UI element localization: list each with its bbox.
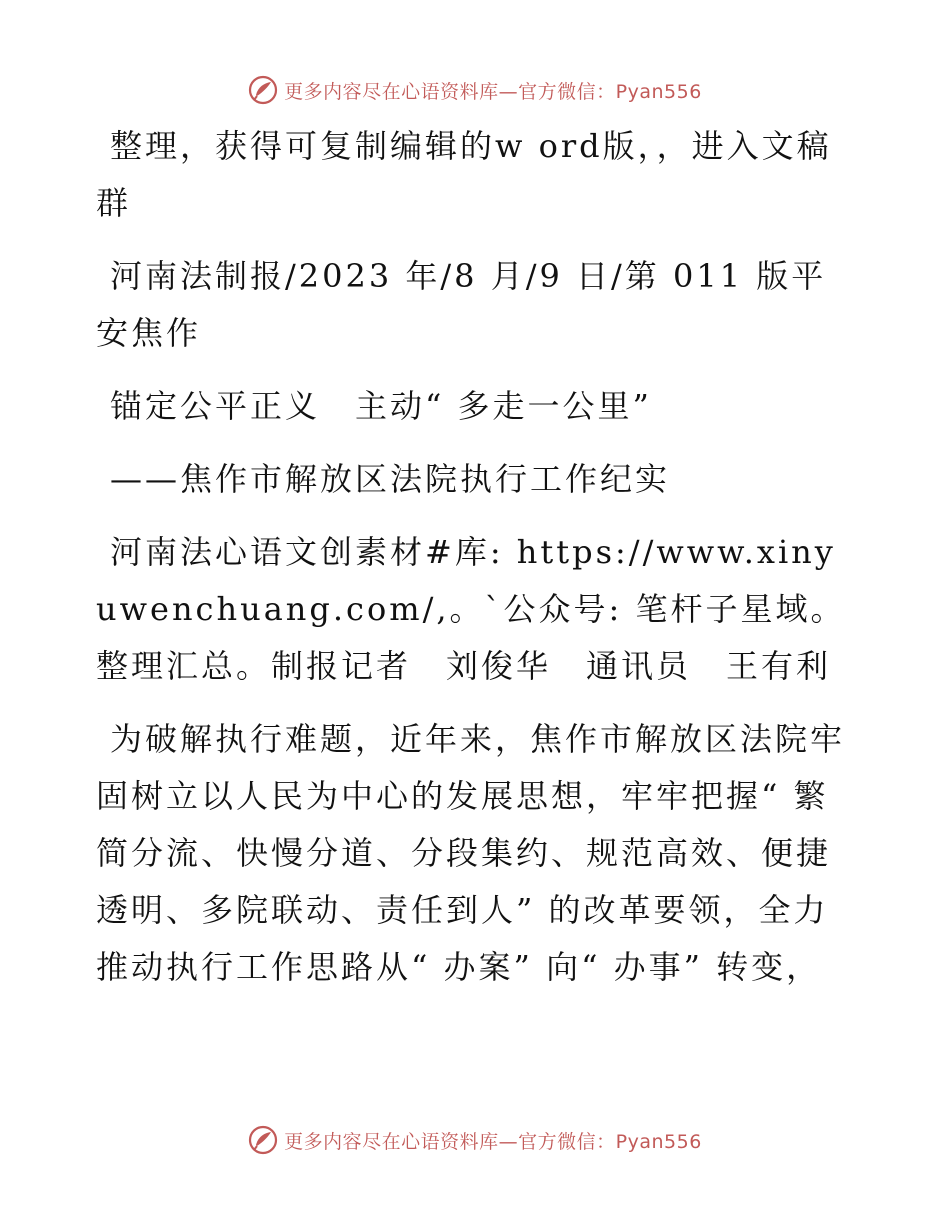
document-body: [96, 118, 856, 1012]
banner-text: [284, 77, 702, 104]
banner-text: [284, 1127, 702, 1154]
header-watermark-banner: [0, 70, 950, 110]
footer-watermark-banner: [0, 1120, 950, 1160]
banner-wechat-text: 官方微信：Pyan556: [518, 1130, 702, 1153]
banner-wechat-text: 官方微信：Pyan556: [518, 80, 702, 103]
paragraph-intro-note: 整理，获得可复制编辑的w ord版，，进入文稿群: [96, 127, 832, 222]
library-logo-icon: [248, 75, 278, 105]
banner-main-text: 更多内容尽在心语资料库: [284, 80, 499, 103]
banner-main-text: 更多内容尽在心语资料库: [284, 1130, 499, 1153]
paragraph-byline: 河南法心语文创素材#库: https://www.xinyuwenchuang.com/,。`公众号: 笔杆子星域。整理汇总。制报记者 刘俊华 通讯员 王有利: [96, 533, 846, 685]
paragraph-body: 为破解执行难题，近年来，焦作市解放区法院牢固树立以人民为中心的发展思想，牢牢把握“ 繁简分流、快慢分道、分段集约、规范高效、便捷透明、多院联动、责任到人” 的改革要领，全力推动执行工作思路从“ 办案” 向“ 办事” 转变，: [96, 720, 846, 986]
paragraph-source-line: 河南法制报/2023 年/8 月/9 日/第 011 版平安焦作: [96, 257, 827, 352]
library-logo-icon: [248, 1125, 278, 1155]
article-subtitle: ——焦作市解放区法院执行工作纪实: [110, 460, 671, 498]
banner-dash: —: [498, 80, 519, 103]
article-title: 锚定公平正义 主动“ 多走一公里”: [110, 387, 652, 425]
banner-dash: —: [498, 1130, 519, 1153]
